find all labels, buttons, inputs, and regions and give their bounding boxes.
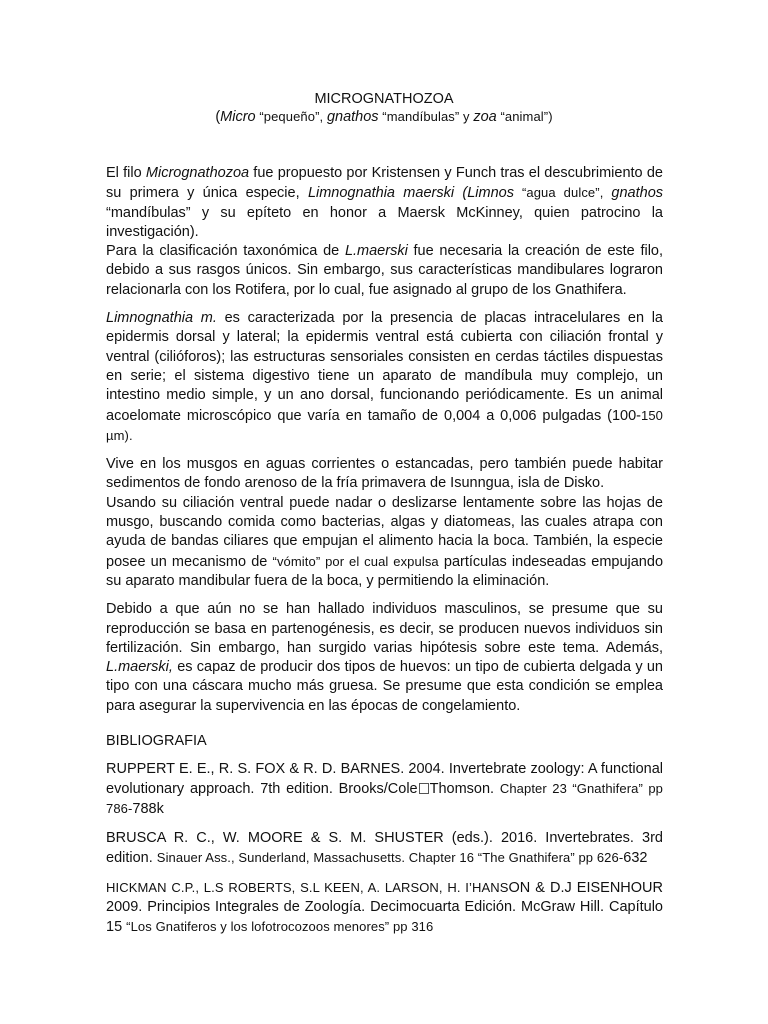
- text: “vómito” por el cual expulsa: [272, 553, 439, 569]
- paragraph-classification: [106, 242, 663, 300]
- text: fue necesaria la creación de este filo, debido a sus rasgos únicos. Sin embargo, sus características mandibulares lograron relacionarla con los Rotifera, por lo cual, fue asignado al grupo de los Gnathifera.: [106, 243, 664, 298]
- text: RUPPERT E. E., R. S. FOX & R. D. BARNES. 2004. Invertebrate zoology: A functional evolutionary approach. 7th edition. Brooks/Cole: [106, 761, 663, 797]
- text: Thomson.: [429, 781, 500, 797]
- subtitle-gnathos: gnathos: [326, 109, 379, 125]
- text: BRUSCA R. C., W. MOORE & S. M. SHUSTER (eds.). 2016. Invertebrates. 3rd edition.: [106, 830, 663, 866]
- document-body: [106, 164, 663, 716]
- text: 632: [623, 850, 648, 866]
- text: “mandíbulas” y su epíteto en honor a Maersk McKinney, quien patrocino la investigación).: [106, 204, 663, 240]
- reference-item: [106, 829, 663, 868]
- text: “agua dulce”,: [513, 185, 612, 201]
- text: Sinauer Ass., Sunderland, Massachusetts. Chapter 16 “The Gnathifera” pp 626-: [156, 850, 624, 865]
- text: “Los Gnatiferos y los lofotrocozoos menores” pp 316: [126, 919, 434, 934]
- bibliography-list: [106, 760, 663, 947]
- paragraph-feeding: [106, 494, 663, 591]
- text: Chapter 23 “Gnathifera” pp 786-: [106, 781, 664, 816]
- text: 788k: [132, 801, 164, 817]
- paragraph-morphology: [106, 309, 663, 446]
- text: 150 µm).: [106, 407, 663, 443]
- subtitle-micro-meaning: “pequeño”,: [255, 109, 327, 124]
- italic-text: gnathos: [611, 185, 664, 202]
- paragraph-habitat: Vive en los musgos en aguas corrientes o estancadas, pero también puede habitar sedimentos de fondo arenoso de la fría primavera de Isunngua, isla de Disko.: [106, 456, 663, 492]
- paragraph-intro: [106, 164, 663, 242]
- text: Debido a que aún no se han hallado individuos masculinos, se presume que su reproducción se basa en partenogénesis, es decir, se producen nuevos individuos sin fertilización. Sin embargo, han surgido varias hipótesis sobre este tema. Además,: [106, 601, 663, 656]
- reference-item: [106, 878, 663, 937]
- italic-text: Limnognathia m.: [106, 310, 217, 327]
- page-subtitle: [0, 107, 768, 127]
- page-title: MICROGNATHOZOA: [314, 91, 454, 107]
- text: Para la clasificación taxonómica de: [106, 243, 345, 260]
- subtitle-zoa: zoa: [473, 109, 497, 125]
- text: Usando su ciliación ventral puede nadar o deslizarse lentamente sobre las hojas de musgo, buscando comida como bacterias, algas y diatomeas, las cuales atrapa con ayuda de bandas ciliares que empujan el alimento hacia la boca. También, la especie posee un mecanismo de: [106, 494, 663, 570]
- text: HICKMAN C.P., L.S ROBERTS, S.L KEEN, A. LARSON, H. I’HANS: [106, 880, 509, 895]
- italic-text: L.maerski,: [106, 659, 173, 676]
- subtitle-open: (: [215, 109, 221, 125]
- reference-item: [106, 760, 663, 819]
- text: partículas indeseadas empujando su aparato mandibular fuera de la boca, y permitiendo la eliminación.: [106, 553, 664, 589]
- paragraph-reproduction: [106, 600, 663, 716]
- subtitle-gnathos-meaning: “mandíbulas” y: [378, 109, 474, 124]
- subtitle-micro: Micro: [220, 109, 256, 125]
- text: es capaz de producir dos tipos de huevos: un tipo de cubierta delgada y un tipo con una cáscara mucho más gruesa. Se presume que esta condición se emplea para asegurar la supervivencia en las épocas de congelamiento.: [106, 659, 663, 714]
- text: es caracterizada por la presencia de placas intracelulares en la epidermis dorsal y lateral; la epidermis ventral está cubierta con ciliación frontal y ventral (cilióforos); las estructuras sensoriales consisten en cerdas táctiles dispuestas en serie; el sistema digestivo tiene un aparato de mandíbula muy complejo, un intestino medio simple, y un ano dorsal, funcionando periódicamente. Es un animal acoelomate microscópico que varía en tamaño de 0,004 a 0,006 pulgadas (100-: [106, 310, 663, 424]
- bibliography-heading: BIBLIOGRAFIA: [106, 733, 207, 749]
- text: ON & D.J EISENHOUR 2009. Principios Integrales de Zoología. Decimocuarta Edición. McGraw Hill. Capítulo 15: [106, 880, 663, 935]
- text: fue propuesto por Kristensen y Funch tras el descubrimiento de su primera y única especie,: [106, 165, 663, 202]
- italic-text: Micrognathozoa: [145, 165, 250, 181]
- missing-glyph-box: [419, 783, 429, 794]
- italic-text: L.maerski: [344, 243, 408, 260]
- italic-text: Limnognathia maerski (Limnos: [307, 185, 514, 202]
- text: El filo: [106, 165, 146, 181]
- subtitle-zoa-meaning: “animal”): [496, 109, 553, 124]
